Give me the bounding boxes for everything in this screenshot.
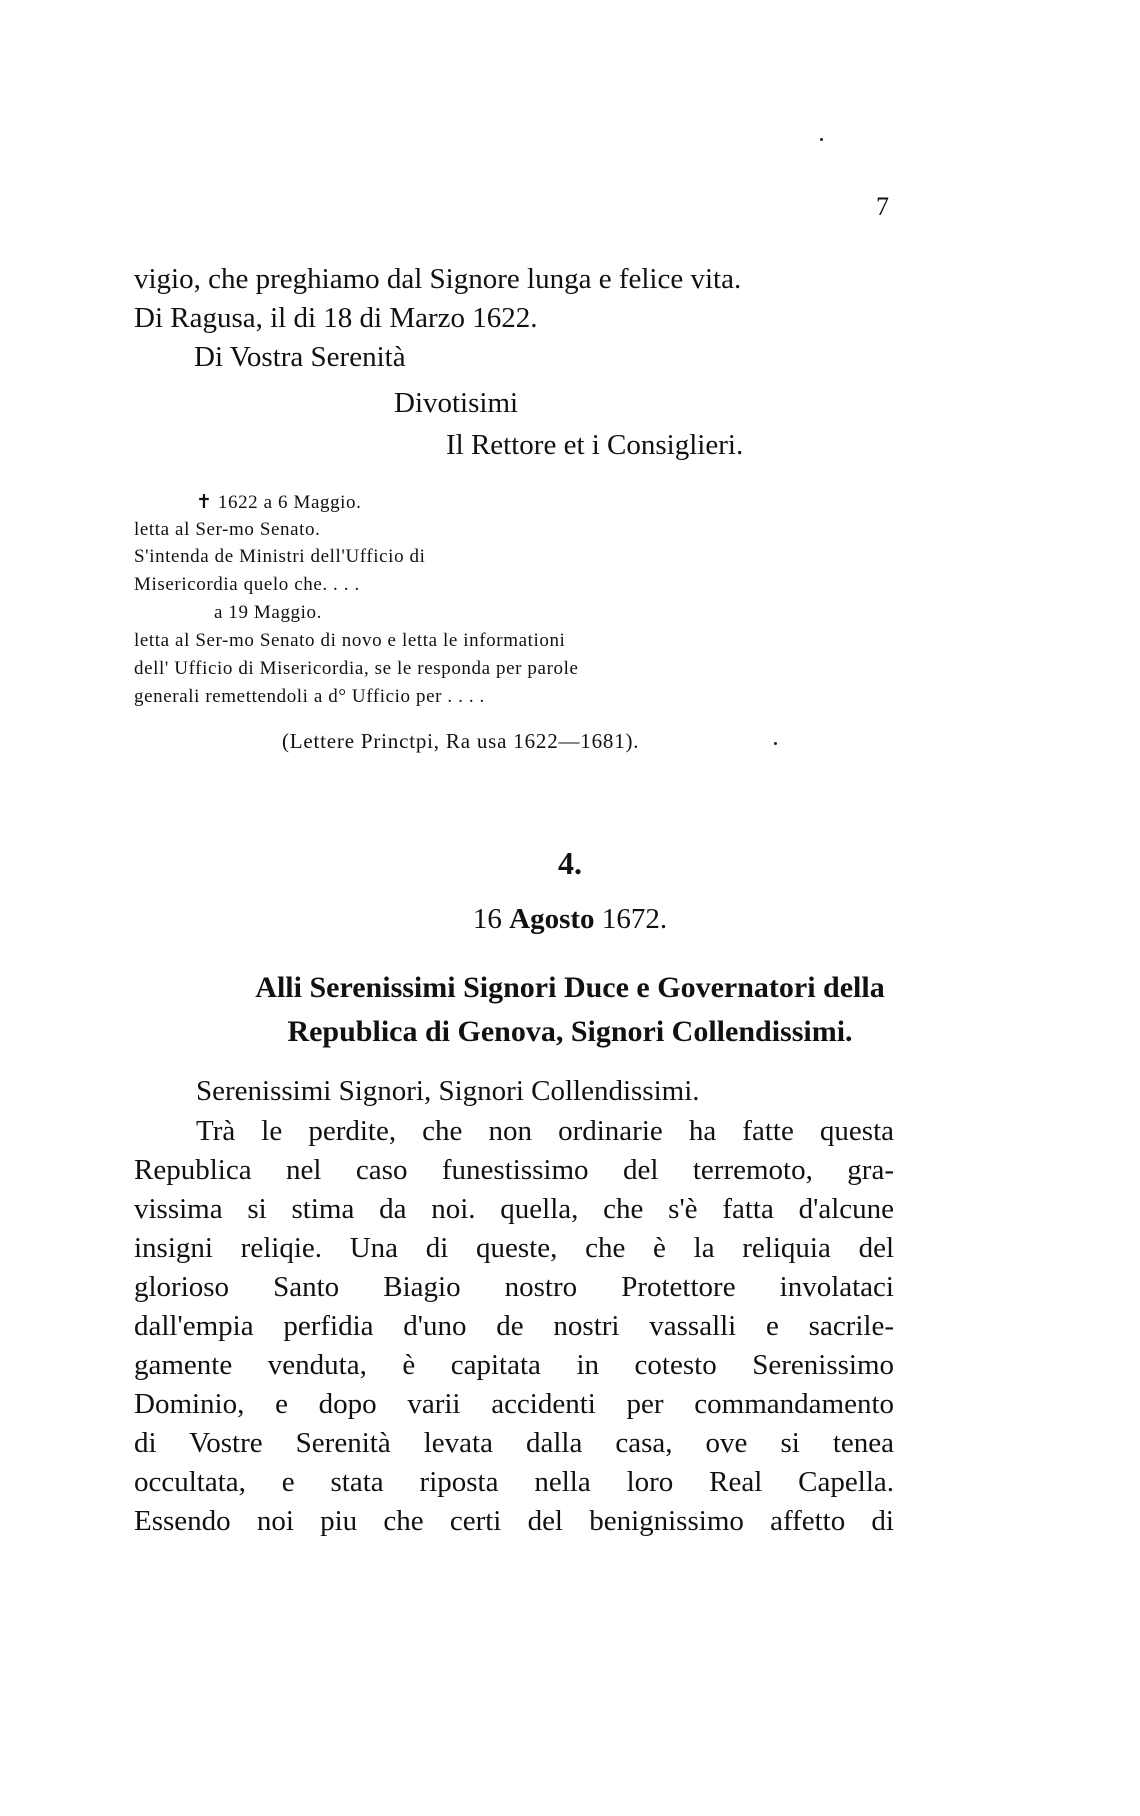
body-line-3: vissima si stima da noi. quella, che s'è fatta d'alcune [134, 1193, 894, 1225]
body-line-11: Essendo noi piu che certi del benignissimo affetto di [134, 1505, 894, 1537]
salutation: Serenissimi Signori, Signori Collendissimi. [196, 1075, 700, 1107]
body-line-6: dall'empia perfidia d'uno de nostri vassalli e sacrile- [134, 1310, 894, 1342]
annotation-line-8: generali remettendoli a d° Ufficio per . . . . [134, 686, 485, 707]
annotation-line-4: Misericordia quelo che. . . . [134, 574, 360, 595]
annotation-line-5: a 19 Maggio. [214, 602, 322, 623]
body-line-9: di Vostre Serenità levata dalla casa, ove si tenea [134, 1427, 894, 1459]
date-day: 16 [472, 903, 502, 935]
letter-close-line-2: Di Ragusa, il di 18 di Marzo 1622. [134, 302, 538, 334]
annotation-line-7: dell' Ufficio di Misericordia, se le responda per parole [134, 658, 579, 679]
date-year: 1672. [601, 903, 668, 935]
document-number: 4. [558, 845, 582, 881]
annotation-line-2: letta al Ser-mo Senato. [134, 519, 321, 540]
address-heading-line-2: Republica di Genova, Signori Collendissimi. [287, 1015, 853, 1048]
source-citation: (Lettere Princtpi, Ra usa 1622—1681). [282, 729, 640, 753]
body-line-10: occultata, e stata riposta nella loro Real Capella. [134, 1466, 894, 1498]
body-line-7: gamente venduta, è capitata in cotesto Serenissimo [134, 1349, 894, 1381]
page-number: 7 [876, 192, 889, 221]
annotation-line-6: letta al Ser-mo Senato di novo e letta le informationi [134, 630, 566, 651]
document-date [0, 903, 1140, 936]
signature-rettore: Il Rettore et i Consiglieri. [446, 429, 744, 461]
print-speck [774, 742, 777, 745]
body-line-8: Dominio, e dopo varii accidenti per commandamento [134, 1388, 894, 1420]
annotation-line-1: ✝ 1622 a 6 Maggio. [196, 492, 362, 513]
address-heading-line-1: Alli Serenissimi Signori Duce e Governatori della [255, 971, 885, 1004]
body-line-5: glorioso Santo Biagio nostro Protettore involataci [134, 1271, 894, 1303]
signature-divotisimi: Divotisimi [394, 387, 519, 419]
print-speck [820, 138, 823, 141]
date-month: Agosto [509, 903, 595, 935]
letter-close-line-3: Di Vostra Serenità [194, 341, 406, 373]
body-line-2: Republica nel caso funestissimo del terremoto, gra- [134, 1154, 894, 1186]
body-line-1: Trà le perdite, che non ordinarie ha fatte questa [196, 1115, 894, 1147]
annotation-line-3: S'intenda de Ministri dell'Ufficio di [134, 546, 426, 567]
letter-close-line-1: vigio, che preghiamo dal Signore lunga e felice vita. [134, 263, 742, 295]
body-line-4: insigni reliqie. Una di queste, che è la reliquia del [134, 1232, 894, 1264]
